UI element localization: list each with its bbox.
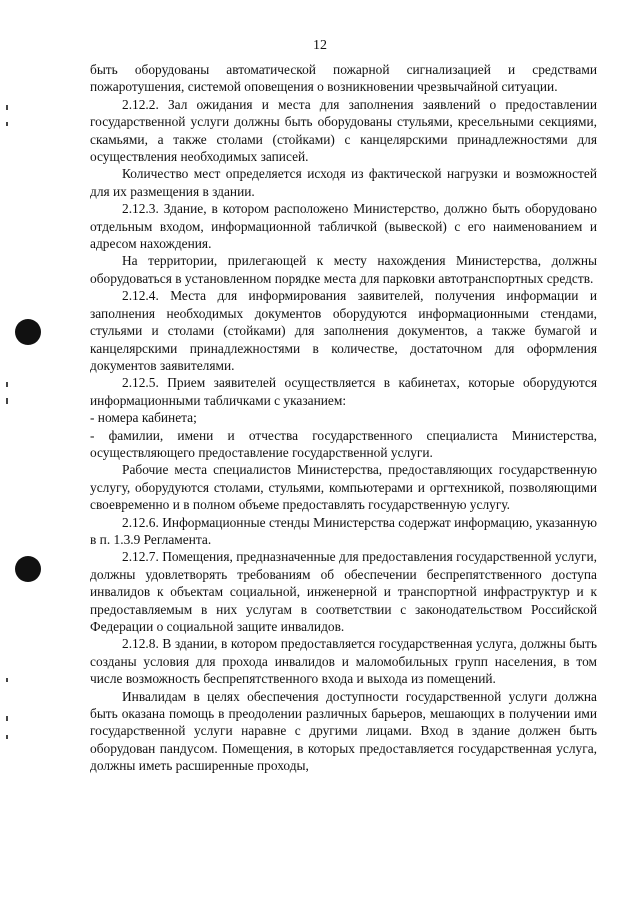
paragraph: 2.12.2. Зал ожидания и места для заполнения заявлений о предоставлении государственной услуги должны быть оборудованы стульями, кресельными секциями, скамьями, а также столами (стойками) с канцелярскими принадлежностями для осуществления необходимых записей. — [90, 96, 597, 165]
scan-mark — [6, 716, 8, 721]
document-body — [90, 61, 597, 775]
punch-hole-lower — [15, 556, 41, 582]
paragraph: Рабочие места специалистов Министерства, предоставляющих государственную услугу, оборудуются столами, стульями, компьютерами и оргтехникой, позволяющими своевременно и в полном объеме предоставлять государственную услугу. — [90, 462, 597, 513]
paragraph: Инвалидам в целях обеспечения доступности государственной услуги должна быть оказана помощь в преодолении различных барьеров, мешающих в получении ими государственной услуги наравне с другими лицами. Вход в здание должен быть оборудован пандусом. Помещения, в которых предоставляется государственная услуга, должны иметь расширенные проходы, — [90, 688, 597, 774]
paragraph: 2.12.3. Здание, в котором расположено Министерство, должно быть оборудовано отдельным входом, информационной табличкой (вывеской) с его наименованием и адресом нахождения. — [90, 201, 597, 252]
scan-mark — [6, 735, 8, 739]
scan-mark — [6, 678, 8, 682]
punch-hole-upper — [15, 319, 41, 345]
page-number: 12 — [313, 38, 327, 53]
paragraph: 2.12.7. Помещения, предназначенные для предоставления государственной услуги, должны удовлетворять требованиям об обеспечении беспрепятственного доступа инвалидов к объектам социальной, инженерной и транспортной инфраструктур и к предоставляемым в них услугам в соответствии с законодательством Российской Федерации о социальной защите инвалидов. — [90, 549, 597, 634]
paragraph: 2.12.8. В здании, в котором предоставляется государственная услуга, должны быть созданы условия для прохода инвалидов и маломобильных групп населения, в том числе возможность беспрепятственного входа и выхода из помещений. — [90, 636, 597, 687]
scan-mark — [6, 398, 8, 404]
list-item: - фамилии, имени и отчества государственного специалиста Министерства, осуществляющего предоставление государственной услуги. — [90, 427, 597, 460]
scan-mark — [6, 122, 8, 126]
list-item: - номера кабинета; — [90, 410, 197, 426]
paragraph: 2.12.5. Прием заявителей осуществляется в кабинетах, которые оборудуются информационными табличками с указанием: — [90, 375, 597, 408]
paragraph: Количество мест определяется исходя из фактической нагрузки и возможностей для их размещения в здании. — [90, 166, 597, 199]
paragraph: 2.12.6. Информационные стенды Министерства содержат информацию, указанную в п. 1.3.9 Регламента. — [90, 514, 597, 547]
paragraph: На территории, прилегающей к месту нахождения Министерства, должны оборудоваться в установленном порядке места для парковки автотранспортных средств. — [90, 253, 597, 286]
scan-mark — [6, 382, 8, 387]
scan-mark — [6, 105, 8, 110]
paragraph: быть оборудованы автоматической пожарной сигнализацией и средствами пожаротушения, системой оповещения о возникновении чрезвычайной ситуации. — [90, 62, 597, 95]
paragraph: 2.12.4. Места для информирования заявителей, получения информации и заполнения необходимых документов оборудуются информационными стендами, стульями и столами (стойками) для заполнения документов, а также бумагой и канцелярскими принадлежностями в количестве, достаточном для оформления документов заявителями. — [90, 288, 597, 373]
